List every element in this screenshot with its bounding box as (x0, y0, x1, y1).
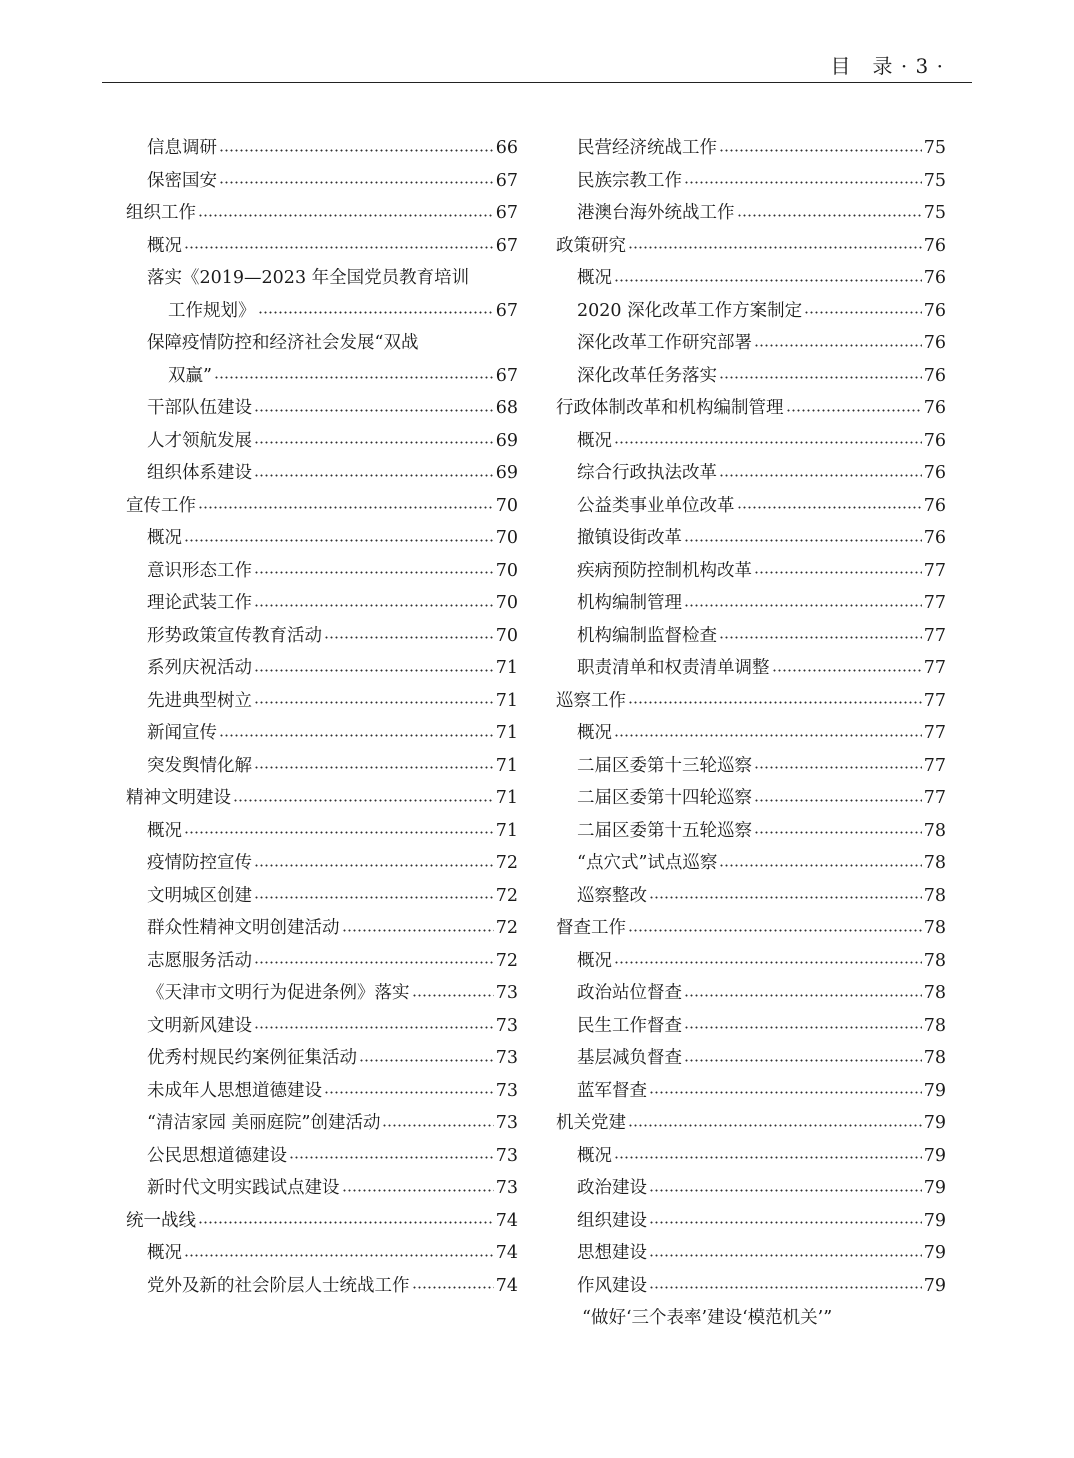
toc-page-number: 79 (923, 1113, 946, 1133)
toc-entry[interactable] (126, 620, 518, 653)
toc-entry[interactable] (556, 490, 946, 523)
dot-leader (628, 929, 922, 932)
dot-leader (254, 409, 494, 412)
toc-entry[interactable] (556, 165, 946, 198)
toc-entry-title: 政治站位督查 (577, 983, 682, 1003)
toc-page-number: 76 (923, 495, 946, 516)
dot-leader (628, 701, 922, 704)
toc-page-number: 76 (923, 463, 946, 483)
toc-entry[interactable] (126, 815, 518, 848)
dot-leader (198, 506, 494, 509)
toc-entry[interactable] (126, 425, 518, 458)
toc-entry-title: 新闻宣传 (147, 723, 217, 743)
toc-entry-title: 行政体制改革和机构编制管理 (556, 398, 784, 418)
toc-entry-title: 文明新风建设 (147, 1015, 252, 1036)
dot-leader (254, 669, 494, 672)
toc-entry[interactable] (556, 977, 946, 1010)
toc-page-number: 76 (923, 365, 946, 386)
toc-entry[interactable] (126, 165, 518, 198)
toc-page-number: 67 (495, 365, 518, 386)
dot-leader (649, 1254, 922, 1257)
toc-entry-title: 统一战线 (126, 1210, 196, 1231)
toc-entry-title: 综合行政执法改革 (577, 463, 717, 483)
dot-leader (258, 311, 494, 314)
dot-leader (342, 1189, 494, 1192)
dot-leader (649, 1091, 922, 1094)
toc-entry[interactable] (126, 1140, 518, 1173)
toc-page-number: 78 (923, 950, 946, 971)
toc-entry-line: 保障疫情防控和经济社会发展“双战 (147, 333, 419, 353)
toc-entry[interactable] (556, 717, 946, 750)
toc-entry[interactable] (556, 815, 946, 848)
toc-page-number: 78 (923, 918, 946, 938)
toc-section[interactable] (126, 782, 518, 815)
toc-entry-title: 概况 (147, 820, 182, 841)
toc-entry[interactable] (556, 425, 946, 458)
toc-page-number: 73 (495, 1080, 518, 1101)
toc-page-number: 72 (495, 918, 518, 938)
toc-section[interactable] (556, 392, 946, 425)
toc-page-number: 67 (495, 170, 518, 191)
dot-leader (628, 1124, 922, 1127)
toc-entry-line: “做好‘三个表率’建设‘模范机关’” (582, 1308, 833, 1328)
toc-page-number: 69 (495, 430, 518, 451)
toc-entry[interactable] (556, 522, 946, 555)
toc-page-number: 76 (923, 268, 946, 288)
dot-leader (614, 961, 922, 964)
dot-leader (359, 1059, 494, 1062)
toc-entry-title: 民生工作督查 (577, 1015, 682, 1036)
toc-page-number: 78 (923, 1048, 946, 1068)
toc-entry-title: 优秀村规民约案例征集活动 (147, 1048, 357, 1068)
toc-entry-title: 概况 (147, 528, 182, 548)
dot-leader (254, 1026, 494, 1029)
toc-page-number: 78 (923, 885, 946, 906)
toc-page-number: 67 (495, 203, 518, 223)
toc-entry-title: 双赢” (168, 365, 212, 386)
toc-page-number: 79 (923, 1080, 946, 1101)
toc-page-number: 77 (923, 625, 946, 646)
toc-entry[interactable] (126, 1010, 518, 1043)
toc-page-number: 75 (923, 138, 946, 158)
toc-entry-title: 2020 深化改革工作方案制定 (577, 300, 803, 321)
toc-entry-title: 二届区委第十四轮巡察 (577, 788, 752, 808)
toc-page-number: 77 (923, 755, 946, 776)
toc-entry-title: 信息调研 (147, 138, 217, 158)
toc-entry[interactable] (556, 295, 946, 328)
toc-entry[interactable] (126, 652, 518, 685)
toc-entry-title: 公益类事业单位改革 (577, 495, 735, 516)
toc-page-number: 79 (923, 1275, 946, 1296)
toc-entry[interactable] (126, 750, 518, 783)
dot-leader (198, 1221, 494, 1224)
dot-leader (719, 474, 922, 477)
toc-entry-title: 形势政策宣传教育活动 (147, 625, 322, 646)
toc-page-number: 76 (923, 333, 946, 353)
dot-leader (254, 766, 494, 769)
dot-leader (254, 701, 494, 704)
dot-leader (786, 409, 922, 412)
toc-page-number: 73 (495, 1178, 518, 1198)
dot-leader (772, 669, 922, 672)
dot-leader (184, 831, 494, 834)
toc-entry[interactable] (126, 132, 518, 165)
toc-page-number: 73 (495, 1015, 518, 1036)
toc-page-number: 67 (495, 300, 518, 321)
toc-page-number: 76 (923, 235, 946, 256)
dot-leader (614, 1156, 922, 1159)
toc-entry[interactable] (556, 587, 946, 620)
toc-entry[interactable] (126, 392, 518, 425)
dot-leader (412, 1286, 494, 1289)
toc-entry-title: 意识形态工作 (147, 560, 252, 581)
dot-leader (412, 994, 494, 997)
toc-page-number: 74 (495, 1243, 518, 1263)
dot-leader (649, 1221, 922, 1224)
toc-page-number: 71 (495, 755, 518, 776)
toc-page-number: 79 (923, 1243, 946, 1263)
toc-page-number: 71 (495, 820, 518, 841)
toc-entry[interactable] (126, 1107, 518, 1140)
toc-section[interactable] (556, 912, 946, 945)
toc-entry-title: 二届区委第十五轮巡察 (577, 820, 752, 841)
toc-page-number: 78 (923, 853, 946, 873)
toc-entry-title: 工作规划》 (168, 300, 256, 321)
toc-page-number: 72 (495, 853, 518, 873)
toc-page-number: 75 (923, 170, 946, 191)
dot-leader (254, 896, 494, 899)
toc-page-number: 68 (495, 398, 518, 418)
toc-entry-title: 港澳台海外统战工作 (577, 203, 735, 223)
toc-page-number: 79 (923, 1145, 946, 1166)
dot-leader (719, 376, 922, 379)
toc-entry-title: 理论武装工作 (147, 593, 252, 613)
toc-entry-title: 机构编制监督检查 (577, 625, 717, 646)
dot-leader (684, 994, 922, 997)
toc-entry-title: 疫情防控宣传 (147, 853, 252, 873)
dot-leader (324, 636, 494, 639)
toc-page-number: 78 (923, 1015, 946, 1036)
dot-leader (184, 539, 494, 542)
dot-leader (184, 1254, 494, 1257)
dot-leader (684, 181, 922, 184)
toc-entry-title: 基层减负督查 (577, 1048, 682, 1068)
toc-page-number: 72 (495, 950, 518, 971)
toc-entry[interactable] (126, 880, 518, 913)
toc-entry-title: 《天津市文明行为促进条例》落实 (147, 983, 410, 1003)
dot-leader (628, 246, 922, 249)
toc-entry-title: 职责清单和权责清单调整 (577, 658, 770, 678)
toc-entry[interactable] (126, 847, 518, 880)
toc-entry[interactable] (556, 197, 946, 230)
dot-leader (737, 506, 922, 509)
dot-leader (684, 1059, 922, 1062)
toc-entry-title: 突发舆情化解 (147, 755, 252, 776)
toc-entry-title: 巡察整改 (577, 885, 647, 906)
toc-entry[interactable] (126, 1237, 518, 1270)
dot-leader (754, 571, 922, 574)
dot-leader (233, 799, 494, 802)
dot-leader (219, 181, 494, 184)
toc-page-number: 70 (495, 560, 518, 581)
dot-leader (684, 604, 922, 607)
toc-entry[interactable] (126, 912, 518, 945)
toc-left-column (126, 132, 518, 1302)
toc-entry[interactable] (556, 1205, 946, 1238)
toc-page-number: 79 (923, 1178, 946, 1198)
toc-page-number: 70 (495, 528, 518, 548)
toc-page-number: 71 (495, 723, 518, 743)
toc-entry[interactable] (126, 977, 518, 1010)
toc-entry[interactable] (556, 847, 946, 880)
dot-leader (254, 571, 494, 574)
toc-entry[interactable] (126, 295, 518, 328)
toc-entry[interactable] (126, 457, 518, 490)
toc-page-number: 71 (495, 690, 518, 711)
toc-entry[interactable] (556, 750, 946, 783)
toc-entry-title: 概况 (577, 950, 612, 971)
toc-entry[interactable] (556, 555, 946, 588)
toc-page-number: 79 (923, 1210, 946, 1231)
dot-leader (719, 636, 922, 639)
header-title: 目 录 · 3 · (830, 54, 944, 78)
toc-entry-title: 深化改革工作研究部署 (577, 333, 752, 353)
toc-section[interactable] (126, 197, 518, 230)
dot-leader (754, 831, 922, 834)
toc-entry-title: 概况 (577, 1145, 612, 1166)
toc-entry[interactable] (556, 1010, 946, 1043)
toc-page-number: 77 (923, 560, 946, 581)
toc-entry-title: 先进典型树立 (147, 690, 252, 711)
toc-entry[interactable] (556, 945, 946, 978)
toc-entry[interactable] (126, 587, 518, 620)
toc-entry[interactable] (556, 1075, 946, 1108)
toc-page-number: 67 (495, 235, 518, 256)
toc-entry-title: 民族宗教工作 (577, 170, 682, 191)
dot-leader (254, 961, 494, 964)
toc-entry[interactable] (556, 880, 946, 913)
toc-page-number: 71 (495, 658, 518, 678)
toc-page-number: 73 (495, 983, 518, 1003)
toc-entry-title: 政治建设 (577, 1178, 647, 1198)
toc-page-number: 70 (495, 495, 518, 516)
dot-leader (754, 766, 922, 769)
toc-entry-title: 概况 (147, 235, 182, 256)
toc-right-column (556, 132, 946, 1335)
dot-leader (754, 344, 922, 347)
dot-leader (198, 214, 494, 217)
toc-page-number: 77 (923, 723, 946, 743)
dot-leader (719, 149, 922, 152)
dot-leader (684, 539, 922, 542)
dot-leader (219, 149, 494, 152)
toc-entry-title: 深化改革任务落实 (577, 365, 717, 386)
toc-entry[interactable] (556, 1172, 946, 1205)
toc-page-number: 78 (923, 820, 946, 841)
toc-entry-title: 民营经济统战工作 (577, 138, 717, 158)
toc-page-number: 76 (923, 398, 946, 418)
dot-leader (382, 1124, 493, 1127)
toc-entry[interactable] (126, 945, 518, 978)
toc-page-number: 76 (923, 528, 946, 548)
dot-leader (184, 246, 494, 249)
toc-section[interactable] (556, 1107, 946, 1140)
toc-entry[interactable] (126, 1075, 518, 1108)
toc-entry-title: 概况 (577, 268, 612, 288)
toc-entry-title: 公民思想道德建设 (147, 1145, 287, 1166)
dot-leader (614, 279, 922, 282)
toc-page-number: 70 (495, 593, 518, 613)
toc-entry[interactable] (556, 132, 946, 165)
toc-entry[interactable] (556, 360, 946, 393)
toc-entry[interactable] (556, 262, 946, 295)
toc-entry-title: 蓝军督查 (577, 1080, 647, 1101)
dot-leader (684, 1026, 922, 1029)
toc-entry-title: 党外及新的社会阶层人士统战工作 (147, 1275, 410, 1296)
toc-entry[interactable] (556, 620, 946, 653)
toc-page-number: 74 (495, 1210, 518, 1231)
toc-entry-title: 干部队伍建设 (147, 398, 252, 418)
toc-entry-title: 二届区委第十三轮巡察 (577, 755, 752, 776)
toc-entry-title: “清洁家园 美丽庭院”创建活动 (147, 1113, 381, 1133)
dot-leader (649, 1189, 922, 1192)
toc-entry-title: 概况 (577, 430, 612, 451)
toc-entry-title: 保密国安 (147, 170, 217, 191)
toc-entry-title: 思想建设 (577, 1243, 647, 1263)
dot-leader (254, 441, 494, 444)
dot-leader (649, 896, 922, 899)
toc-page-number: 77 (923, 593, 946, 613)
toc-page-number: 74 (495, 1275, 518, 1296)
toc-section[interactable] (126, 490, 518, 523)
toc-page-number: 73 (495, 1113, 518, 1133)
toc-entry[interactable] (556, 1237, 946, 1270)
toc-entry-title: 精神文明建设 (126, 788, 231, 808)
toc-entry-title: 概况 (147, 1243, 182, 1263)
toc-entry[interactable] (126, 1042, 518, 1075)
toc-entry-line: 落实《2019—2023 年全国党员教育培训 (147, 268, 470, 288)
toc-entry-title: 作风建设 (577, 1275, 647, 1296)
toc-entry-title: 政策研究 (556, 235, 626, 256)
toc-entry[interactable] (126, 230, 518, 263)
dot-leader (614, 441, 922, 444)
toc-section[interactable] (126, 1205, 518, 1238)
toc-entry-title: 新时代文明实践试点建设 (147, 1178, 340, 1198)
toc-entry-title: 人才领航发展 (147, 430, 252, 451)
dot-leader (649, 1286, 922, 1289)
toc-section[interactable] (556, 685, 946, 718)
toc-entry-title: 志愿服务活动 (147, 950, 252, 971)
toc-entry-title: 未成年人思想道德建设 (147, 1080, 322, 1101)
dot-leader (754, 799, 922, 802)
toc-page-number: 73 (495, 1145, 518, 1166)
toc-page-number: 77 (923, 658, 946, 678)
toc-entry-title: 概况 (577, 723, 612, 743)
dot-leader (254, 474, 494, 477)
toc-page-number: 78 (923, 983, 946, 1003)
toc-entry-title: 机构编制管理 (577, 593, 682, 613)
dot-leader (614, 734, 922, 737)
toc-entry[interactable] (556, 782, 946, 815)
toc-entry[interactable] (556, 1042, 946, 1075)
dot-leader (254, 604, 494, 607)
toc-entry[interactable] (126, 1270, 518, 1303)
dot-leader (737, 214, 922, 217)
toc-entry-title: 巡察工作 (556, 690, 626, 711)
toc-entry-title: 撤镇设街改革 (577, 528, 682, 548)
dot-leader (289, 1156, 494, 1159)
toc-page-number: 73 (495, 1048, 518, 1068)
toc-entry[interactable] (556, 327, 946, 360)
toc-entry-title: 文明城区创建 (147, 885, 252, 906)
toc-entry-title: 组织工作 (126, 203, 196, 223)
toc-page-number: 76 (923, 430, 946, 451)
toc-entry-title: 组织建设 (577, 1210, 647, 1231)
dot-leader (254, 864, 494, 867)
toc-page-number: 70 (495, 625, 518, 646)
toc-entry[interactable] (556, 1270, 946, 1303)
toc-entry[interactable] (556, 1140, 946, 1173)
toc-entry[interactable] (556, 652, 946, 685)
toc-entry-title: 宣传工作 (126, 495, 196, 516)
toc-page-number: 76 (923, 300, 946, 321)
toc-entry[interactable] (126, 685, 518, 718)
dot-leader (342, 929, 494, 932)
toc-page-number: 71 (495, 788, 518, 808)
toc-entry[interactable] (126, 717, 518, 750)
toc-entry[interactable] (126, 522, 518, 555)
toc-section[interactable] (556, 230, 946, 263)
toc-entry[interactable] (126, 1172, 518, 1205)
toc-page-number: 77 (923, 690, 946, 711)
dot-leader (214, 376, 494, 379)
dot-leader (324, 1091, 494, 1094)
dot-leader (219, 734, 494, 737)
toc-entry-title: 机关党建 (556, 1113, 626, 1133)
toc-page-number: 66 (495, 138, 518, 158)
toc-entry[interactable] (126, 555, 518, 588)
toc-page-number: 77 (923, 788, 946, 808)
page-header (102, 0, 972, 83)
toc-entry-title: 群众性精神文明创建活动 (147, 918, 340, 938)
toc-entry-title: 疾病预防控制机构改革 (577, 560, 752, 581)
dot-leader (719, 864, 921, 867)
toc-entry[interactable] (556, 457, 946, 490)
toc-entry-title: 系列庆祝活动 (147, 658, 252, 678)
toc-page-number: 69 (495, 463, 518, 483)
toc-entry-title: 组织体系建设 (147, 463, 252, 483)
toc-page-number: 72 (495, 885, 518, 906)
toc-entry-title: 督查工作 (556, 918, 626, 938)
dot-leader (804, 311, 922, 314)
toc-entry[interactable] (126, 360, 518, 393)
toc-page-number: 75 (923, 203, 946, 223)
toc-entry-title: “点穴式”试点巡察 (577, 853, 718, 873)
